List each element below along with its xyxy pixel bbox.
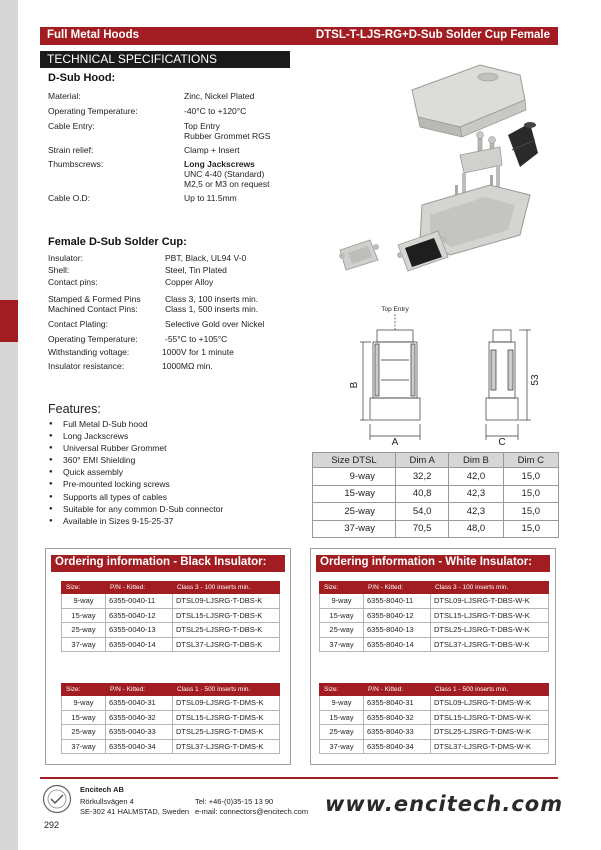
footer-tel: Tel: +46-(0)35-15 13 90 bbox=[195, 797, 274, 806]
order-cell: DTSL25-LJSRG-T-DMS-W-K bbox=[431, 725, 549, 740]
cup-withstand-value: 1000V for 1 minute bbox=[162, 347, 234, 357]
order-cell: DTSL25-LJSRG-T-DBS-K bbox=[173, 623, 280, 638]
order-black-heading bbox=[51, 555, 285, 572]
dims-cell: 37-way bbox=[313, 520, 396, 538]
order-cell: DTSL37-LJSRG-T-DBS-W-K bbox=[431, 637, 549, 652]
cup-shell-value: Steel, Tin Plated bbox=[165, 265, 227, 275]
table-row bbox=[62, 696, 280, 711]
order-cell: 25-way bbox=[320, 623, 364, 638]
order-cell: 37-way bbox=[320, 637, 364, 652]
hood-optemp-value: -40°C to +120°C bbox=[184, 106, 247, 116]
rubber-grommet bbox=[508, 122, 538, 167]
order-cell: 15-way bbox=[62, 710, 106, 725]
order-cell: DTSL25-LJSRG-T-DMS-K bbox=[173, 725, 280, 740]
features-heading: Features: bbox=[48, 402, 101, 416]
hood-material-label: Material: bbox=[48, 91, 81, 101]
dim-a-label: A bbox=[391, 437, 399, 445]
order-cell: 25-way bbox=[62, 623, 106, 638]
dims-header: Dim B bbox=[449, 453, 503, 468]
order-cell: 9-way bbox=[320, 696, 364, 711]
cup-plating-label: Contact Plating: bbox=[48, 319, 109, 329]
dims-cell: 42,0 bbox=[449, 468, 503, 486]
table-row bbox=[313, 485, 559, 503]
hood-material-value: Zinc, Nickel Plated bbox=[184, 91, 255, 101]
order-black-title: Ordering information - Black Insulator: bbox=[55, 556, 267, 568]
certification-seal-icon bbox=[42, 784, 72, 814]
order-cell: DTSL15-LJSRG-T-DBS-K bbox=[173, 608, 280, 623]
cup-pins-label: Contact pins: bbox=[48, 277, 98, 287]
cup-insres-label: Insulator resistance: bbox=[48, 361, 125, 371]
order-cell: 6355-0040-14 bbox=[106, 637, 173, 652]
feature-item: ● Available in Sizes 9-15-25-37 bbox=[49, 515, 223, 527]
table-row bbox=[62, 725, 280, 740]
feature-item: ● Quick assembly bbox=[49, 466, 223, 478]
order-cell: 6355-0040-32 bbox=[106, 710, 173, 725]
order-header: Class 3 - 100 inserts min. bbox=[431, 582, 549, 594]
product-photo bbox=[330, 55, 560, 290]
table-row bbox=[320, 637, 549, 652]
dims-cell: 15-way bbox=[313, 485, 396, 503]
hood-heading: D-Sub Hood: bbox=[48, 72, 116, 84]
table-row bbox=[313, 468, 559, 486]
order-white-box bbox=[310, 548, 556, 765]
order-white-title: Ordering information - White Insulator: bbox=[320, 556, 533, 568]
hood-thumb-label: Thumbscrews: bbox=[48, 159, 104, 169]
dims-cell: 32,2 bbox=[396, 468, 449, 486]
order-header: P/N - Kitted: bbox=[364, 684, 431, 696]
table-row bbox=[62, 739, 280, 754]
order-cell: 15-way bbox=[320, 608, 364, 623]
feature-item: ● Supports all types of cables bbox=[49, 491, 223, 503]
dims-cell: 70,5 bbox=[396, 520, 449, 538]
technical-drawing bbox=[335, 300, 560, 445]
hood-strain-label: Strain relief: bbox=[48, 145, 94, 155]
order-cell: DTSL15-LJSRG-T-DBS-W-K bbox=[431, 608, 549, 623]
hood-top-shell bbox=[412, 65, 526, 137]
hood-cable-od-value: Up to 11.5mm bbox=[184, 193, 237, 203]
order-cell: 6355-8040-14 bbox=[364, 637, 431, 652]
tech-spec-heading: TECHNICAL SPECIFICATIONS bbox=[47, 52, 218, 66]
order-cell: DTSL37-LJSRG-T-DBS-K bbox=[173, 637, 280, 652]
order-black-class1-table bbox=[61, 683, 280, 754]
table-row bbox=[62, 623, 280, 638]
dim-c-label: C bbox=[498, 437, 506, 445]
dims-cell: 15,0 bbox=[503, 468, 558, 486]
feature-item: ● Long Jackscrews bbox=[49, 430, 223, 442]
order-cell: DTSL09-LJSRG-T-DMS-W-K bbox=[431, 696, 549, 711]
hood-strain-value: Clamp + Insert bbox=[184, 145, 240, 155]
dims-header: Dim C bbox=[503, 453, 558, 468]
order-header: Size: bbox=[62, 582, 106, 594]
hood-cable-entry-value-2: Rubber Grommet RGS bbox=[184, 131, 271, 141]
order-cell: 6355-0040-13 bbox=[106, 623, 173, 638]
table-row bbox=[320, 623, 549, 638]
order-cell: 25-way bbox=[62, 725, 106, 740]
footer-divider bbox=[40, 777, 558, 779]
order-cell: 9-way bbox=[62, 696, 106, 711]
order-cell: DTSL15-LJSRG-T-DMS-W-K bbox=[431, 710, 549, 725]
cup-withstand-label: Withstanding voltage: bbox=[48, 347, 130, 357]
cup-machined-label: Machined Contact Pins: bbox=[48, 304, 138, 314]
features-list bbox=[49, 418, 223, 527]
dims-cell: 48,0 bbox=[449, 520, 503, 538]
order-cell: 6355-8040-32 bbox=[364, 710, 431, 725]
feature-item: ● Suitable for any common D-Sub connector bbox=[49, 503, 223, 515]
order-header: Size: bbox=[320, 684, 364, 696]
hood-cable-od-label: Cable O.D: bbox=[48, 193, 91, 203]
order-cell: 25-way bbox=[320, 725, 364, 740]
order-cell: 6355-0040-31 bbox=[106, 696, 173, 711]
order-cell: 6355-8040-34 bbox=[364, 739, 431, 754]
hood-cable-entry-value: Top Entry bbox=[184, 121, 220, 131]
table-row bbox=[320, 696, 549, 711]
order-header: Class 3 - 100 inserts min. bbox=[173, 582, 280, 594]
tech-spec-bar bbox=[40, 51, 290, 68]
order-cell: DTSL09-LJSRG-T-DMS-K bbox=[173, 696, 280, 711]
order-cell: 6355-0040-33 bbox=[106, 725, 173, 740]
page-number: 292 bbox=[44, 820, 60, 830]
side-bar-marker bbox=[0, 300, 18, 342]
hood-cable-entry-label: Cable Entry: bbox=[48, 121, 95, 131]
order-header: Class 1 - 500 inserts min. bbox=[431, 684, 549, 696]
table-row bbox=[320, 594, 549, 609]
order-header: Size: bbox=[62, 684, 106, 696]
feature-item: ● 360° EMI Shielding bbox=[49, 454, 223, 466]
hood-thumb-value-3: M2,5 or M3 on request bbox=[184, 179, 270, 189]
top-entry-label: Top Entry bbox=[381, 306, 409, 313]
table-row bbox=[320, 739, 549, 754]
table-row bbox=[320, 608, 549, 623]
cup-optemp-label: Operating Temperature: bbox=[48, 334, 138, 344]
footer-city: SE-302 41 HALMSTAD, Sweden bbox=[80, 807, 190, 816]
order-cell: 6355-0040-11 bbox=[106, 594, 173, 609]
title-bar bbox=[40, 27, 558, 45]
order-cell: 6355-8040-33 bbox=[364, 725, 431, 740]
dims-cell: 40,8 bbox=[396, 485, 449, 503]
cup-plating-value: Selective Gold over Nickel bbox=[165, 319, 265, 329]
order-header: P/N - Kitted: bbox=[106, 684, 173, 696]
table-row bbox=[62, 710, 280, 725]
footer-email[interactable]: e-mail: connectors@encitech.com bbox=[195, 807, 309, 816]
table-row bbox=[313, 520, 559, 538]
order-cell: 15-way bbox=[320, 710, 364, 725]
order-cell: 6355-8040-12 bbox=[364, 608, 431, 623]
cup-optemp-value: -55°C to +105°C bbox=[165, 334, 228, 344]
category-title: Full Metal Hoods bbox=[47, 29, 139, 41]
hood-optemp-label: Operating Temperature: bbox=[48, 106, 138, 116]
order-white-class1-table bbox=[319, 683, 549, 754]
dimensions-table bbox=[312, 452, 559, 538]
website-logo[interactable]: www.encitech.com bbox=[325, 792, 564, 816]
cup-heading: Female D-Sub Solder Cup: bbox=[48, 236, 187, 248]
order-cell: DTSL37-LJSRG-T-DMS-K bbox=[173, 739, 280, 754]
table-row bbox=[313, 503, 559, 521]
dims-cell: 25-way bbox=[313, 503, 396, 521]
footer-street: Rörkullsvägen 4 bbox=[80, 797, 134, 806]
cup-stamped-label: Stamped & Formed Pins bbox=[48, 294, 141, 304]
order-cell: 37-way bbox=[62, 739, 106, 754]
dims-header: Size DTSL bbox=[313, 453, 396, 468]
dims-cell: 42,3 bbox=[449, 503, 503, 521]
dsub-connector-front bbox=[339, 240, 379, 270]
hood-thumb-value: Long Jackscrews bbox=[184, 159, 255, 169]
order-cell: 6355-8040-31 bbox=[364, 696, 431, 711]
dims-cell: 9-way bbox=[313, 468, 396, 486]
order-cell: 6355-8040-11 bbox=[364, 594, 431, 609]
dims-header: Dim A bbox=[396, 453, 449, 468]
table-row bbox=[320, 725, 549, 740]
order-cell: 9-way bbox=[62, 594, 106, 609]
cup-machined-value: Class 1, 500 inserts min. bbox=[165, 304, 259, 314]
order-header: Size: bbox=[320, 582, 364, 594]
feature-item: ● Full Metal D-Sub hood bbox=[49, 418, 223, 430]
feature-item: ● Universal Rubber Grommet bbox=[49, 442, 223, 454]
dsub-connector-black bbox=[397, 231, 448, 271]
side-bar bbox=[0, 0, 18, 850]
dims-cell: 15,0 bbox=[503, 520, 558, 538]
product-title: DTSL-T-LJS-RG+D-Sub Solder Cup Female bbox=[315, 29, 550, 41]
order-cell: DTSL09-LJSRG-T-DBS-K bbox=[173, 594, 280, 609]
order-cell: 37-way bbox=[62, 637, 106, 652]
cup-insulator-value: PBT, Black, UL94 V-0 bbox=[165, 253, 247, 263]
order-cell: DTSL09-LJSRG-T-DBS-W-K bbox=[431, 594, 549, 609]
dim-b-label: B bbox=[349, 381, 360, 389]
order-cell: 15-way bbox=[62, 608, 106, 623]
order-cell: 6355-0040-12 bbox=[106, 608, 173, 623]
table-row bbox=[62, 608, 280, 623]
order-header: P/N - Kitted: bbox=[106, 582, 173, 594]
order-cell: 9-way bbox=[320, 594, 364, 609]
dims-cell: 15,0 bbox=[503, 503, 558, 521]
order-white-class3-table bbox=[319, 581, 549, 652]
hood-thumb-value-2: UNC 4-40 (Standard) bbox=[184, 169, 265, 179]
cup-insres-value: 1000MΩ min. bbox=[162, 361, 213, 371]
order-header: Class 1 - 500 inserts min. bbox=[173, 684, 280, 696]
table-row bbox=[320, 710, 549, 725]
order-cell: 6355-0040-34 bbox=[106, 739, 173, 754]
cup-stamped-value: Class 3, 100 inserts min. bbox=[165, 294, 259, 304]
order-cell: DTSL37-LJSRG-T-DMS-W-K bbox=[431, 739, 549, 754]
feature-item: ● Pre-mounted locking screws bbox=[49, 478, 223, 490]
order-black-box bbox=[45, 548, 291, 765]
dims-cell: 15,0 bbox=[503, 485, 558, 503]
dims-cell: 42,3 bbox=[449, 485, 503, 503]
table-row bbox=[62, 637, 280, 652]
order-white-heading bbox=[316, 555, 550, 572]
order-header: P/N - Kitted: bbox=[364, 582, 431, 594]
order-cell: 37-way bbox=[320, 739, 364, 754]
order-cell: 6355-8040-13 bbox=[364, 623, 431, 638]
cup-pins-value: Copper Alloy bbox=[165, 277, 214, 287]
order-black-class3-table bbox=[61, 581, 280, 652]
cup-insulator-label: Insulator: bbox=[48, 253, 83, 263]
order-cell: DTSL25-LJSRG-T-DBS-W-K bbox=[431, 623, 549, 638]
footer-company: Encitech AB bbox=[80, 785, 124, 794]
table-row bbox=[62, 594, 280, 609]
cup-shell-label: Shell: bbox=[48, 265, 70, 275]
dims-cell: 54,0 bbox=[396, 503, 449, 521]
order-cell: DTSL15-LJSRG-T-DMS-K bbox=[173, 710, 280, 725]
dim-53-label: 53 bbox=[530, 374, 541, 386]
